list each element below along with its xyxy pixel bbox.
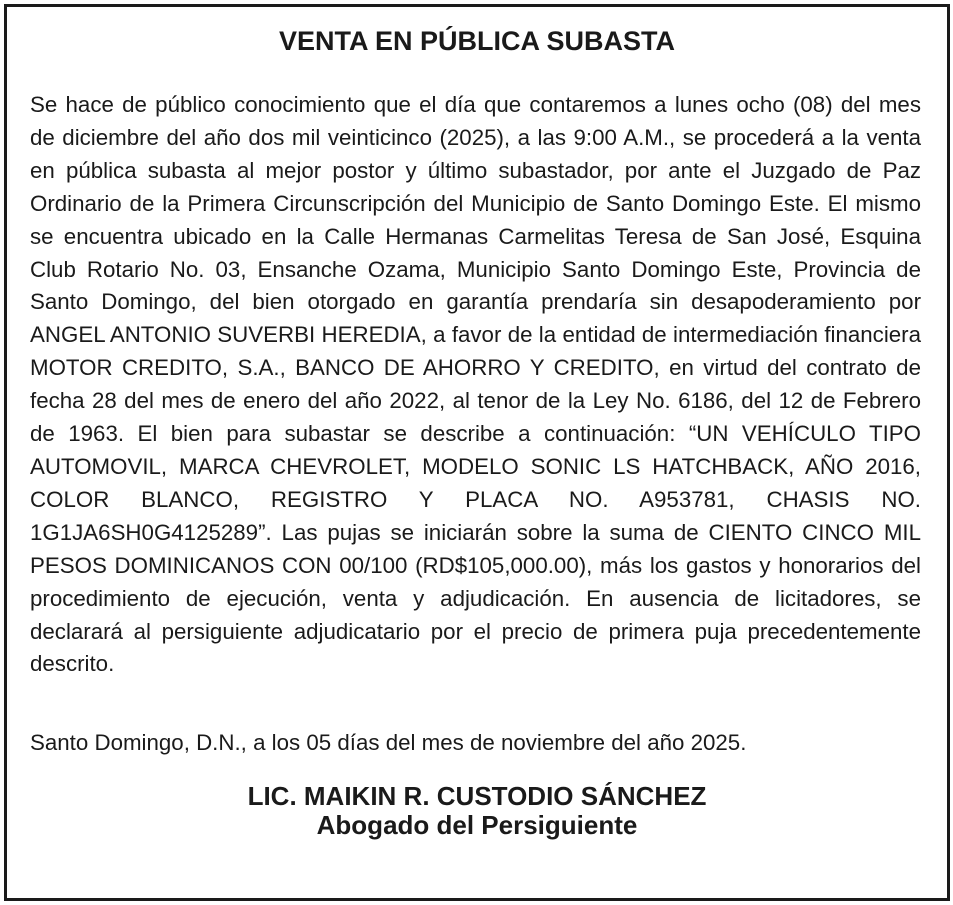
notice-title: VENTA EN PÚBLICA SUBASTA xyxy=(278,26,675,56)
notice-date-line: Santo Domingo, D.N., a los 05 días del mes de noviembre del año 2025. xyxy=(30,730,747,755)
signature-name: LIC. MAIKIN R. CUSTODIO SÁNCHEZ xyxy=(247,781,707,811)
notice-frame xyxy=(4,4,950,901)
signature-role: Abogado del Persiguiente xyxy=(316,810,638,840)
notice-body: Se hace de público conocimiento que el día que contaremos a lunes ocho (08) del mes de diciembre del año dos mil veinticinco (2025), a las 9:00 A.M., se procederá a la venta en pública subasta al mejor postor y último subastador, por ante el Juzgado de Paz Ordinario de la Primera Circunscripción del Municipio de Santo Domingo Este. El mismo se encuentra ubicado en la Calle Hermanas Carmelitas Teresa de San José, Esquina Club Rotario No. 03, Ensanche Ozama, Municipio Santo Domingo Este, Provincia de Santo Domingo, del bien otorgado en garantía prendaría sin desapoderamiento por ANGEL ANTONIO SUVERBI HEREDIA, a favor de la entidad de intermediación financiera MOTOR CREDITO, S.A., BANCO DE AHORRO Y CREDITO, en virtud del contrato de fecha 28 del mes de enero del año 2022, al tenor de la Ley No. 6186, del 12 de Febrero de 1963. El bien para subastar se describe a continuación: “UN VEHÍCULO TIPO AUTOMOVIL, MARCA CHEVROLET, MODELO SONIC LS HATCHBACK, AÑO 2016, COLOR BLANCO, REGISTRO Y PLACA NO. A953781, CHASIS NO. 1G1JA6SH0G4125289”. Las pujas se iniciarán sobre la suma de CIENTO CINCO MIL PESOS DOMINICANOS CON 00/100 (RD$105,000.00), más los gastos y honorarios del procedimiento de ejecución, venta y adjudicación. En ausencia de licitadores, se declarará al persiguiente adjudicatario por el precio de primera puja precedentemente descrito. xyxy=(30,92,921,677)
